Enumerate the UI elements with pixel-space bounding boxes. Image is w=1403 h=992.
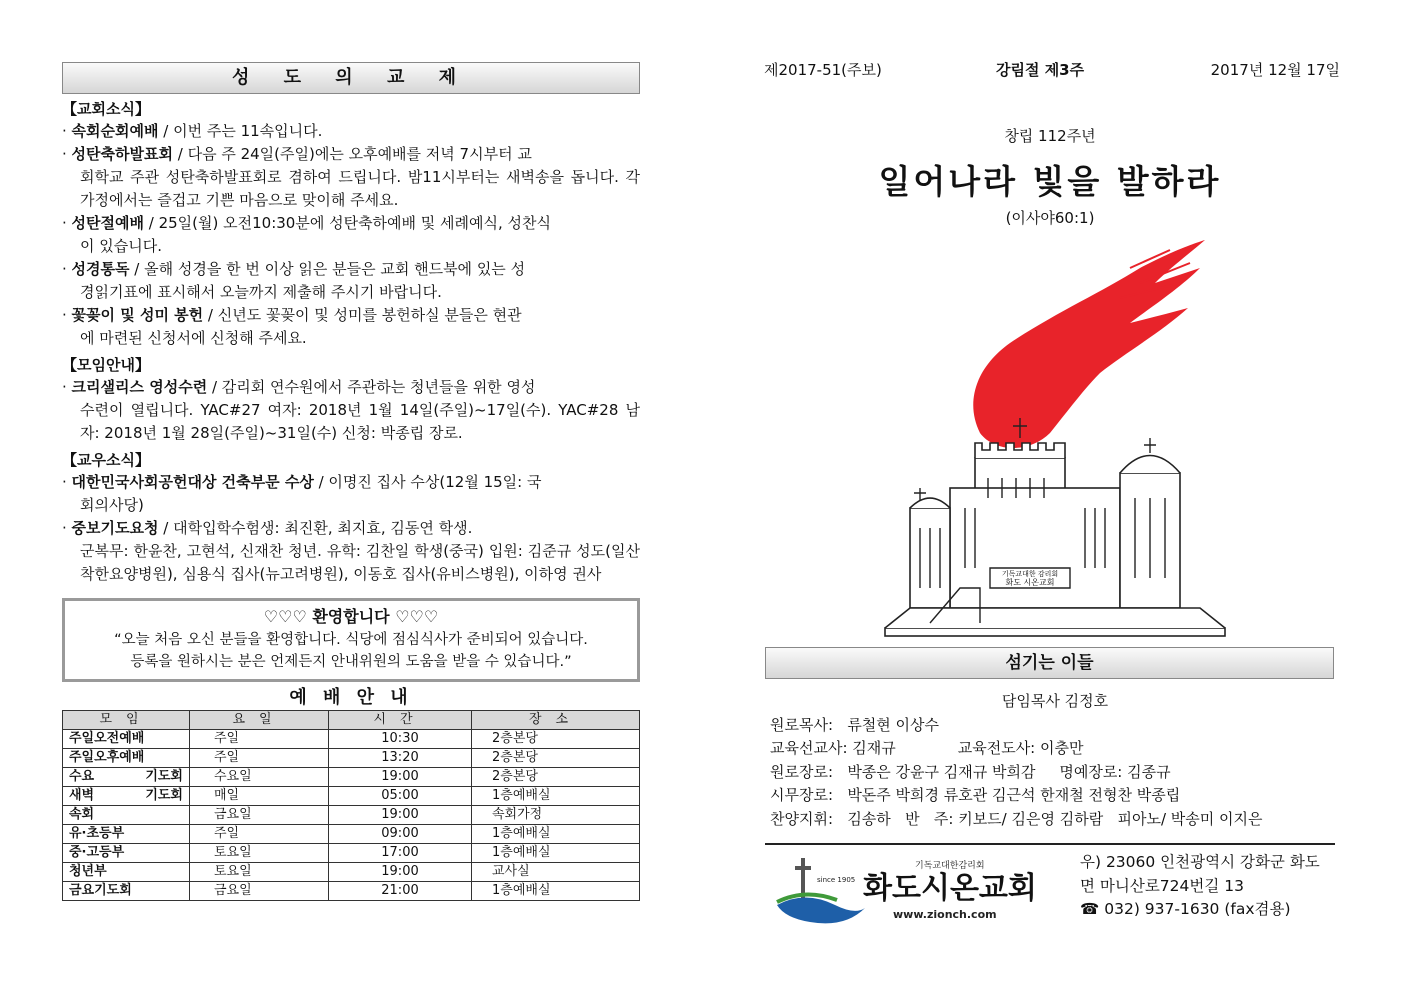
table-cell: 토요일 xyxy=(190,844,329,863)
news-item-text: / 이명진 집사 수상(12월 15일: 국 xyxy=(313,473,542,491)
logo-wave-icon xyxy=(777,898,865,924)
table-row xyxy=(63,730,640,749)
staff-list xyxy=(770,690,1340,831)
news-item xyxy=(62,376,640,445)
issue-number: 제2017-51(주보) xyxy=(764,61,882,79)
news-item xyxy=(62,471,640,517)
table-cell: 13:20 xyxy=(329,749,472,768)
news-item-title: 중보기도요청 xyxy=(71,519,159,537)
news-item-continuation: 회의사당) xyxy=(80,496,144,514)
news-item-text: / 25일(월) 오전10:30분에 성탄축하예배 및 세례예식, 성찬식 xyxy=(144,214,552,232)
bullet-icon: · xyxy=(62,260,72,278)
phone-line: ☎ 032) 937-1630 (fax겸용) xyxy=(1080,900,1291,918)
table-cell: 청년부 xyxy=(63,863,190,882)
logo-since: since 1905 xyxy=(817,876,856,884)
table-cell: 09:00 xyxy=(329,825,472,844)
meeting-heading: 【모임안내】 xyxy=(62,356,150,374)
news-item-title: 성탄축하발표회 xyxy=(71,145,173,163)
service-table-header: 장소 xyxy=(472,711,640,730)
news-item xyxy=(62,143,640,212)
table-cell: 1층예배실 xyxy=(472,844,640,863)
news-item-continuation: 경읽기표에 표시해서 오늘까지 제출해 주시기 바랍니다. xyxy=(80,283,442,301)
church-news-list xyxy=(62,120,640,350)
table-cell: 주일오후예배 xyxy=(63,749,190,768)
church-illustration xyxy=(870,238,1232,638)
table-cell: 교사실 xyxy=(472,863,640,882)
service-guide-title: 예 배 안 내 xyxy=(289,687,413,708)
staff-row: 시무장로: 박돈주 박희경 류호관 김근석 한재철 전형찬 박종립 xyxy=(770,786,1181,804)
church-address xyxy=(1080,851,1320,922)
senior-pastor: 담임목사 김정호 xyxy=(1001,692,1109,710)
address-line-1: 우) 23060 인천광역시 강화군 화도 xyxy=(1080,853,1320,871)
news-item-title: 속회순회예배 xyxy=(71,122,159,140)
news-item xyxy=(62,212,640,258)
logo-url: www.zionch.com xyxy=(893,908,997,921)
table-cell: 수요일 xyxy=(190,768,329,787)
news-item-continuation: 수련이 열립니다. YAC#27 여자: 2018년 1월 14일(주일)~17일(수). YAC#28 남자: 2018년 1월 28일(주일)~31일(수) 신청: 박종립 장로. xyxy=(80,401,640,442)
bullet-icon: · xyxy=(62,306,72,324)
welcome-line-2: 등록을 원하시는 분은 언제든지 안내위원의 도움을 받을 수 있습니다.” xyxy=(130,654,572,670)
staff-row: 원로목사: 류철현 이상수 xyxy=(770,715,940,734)
news-item-continuation: 군복무: 한윤찬, 고현석, 신재찬 청년. 유학: 김찬일 학생(중국) 입원: 김준규 성도(일산착한요양병원), 심용식 집사(뉴고려병원), 이동호 집사(유비스병원), 이하영 권사 xyxy=(80,542,640,583)
service-table-header: 시간 xyxy=(329,711,472,730)
table-cell: 19:00 xyxy=(329,863,472,882)
fellowship-section-title: 성 도 의 교 제 xyxy=(62,62,640,94)
news-item-title: 성경통독 xyxy=(71,260,130,278)
table-cell: 2층본당 xyxy=(472,768,640,787)
table-cell: 05:00 xyxy=(329,787,472,806)
news-item xyxy=(62,304,640,350)
table-cell: 새벽 기도회 xyxy=(63,787,190,806)
table-row xyxy=(63,882,640,901)
news-item-continuation: 회학교 주관 성탄축하발표회로 겸하여 드립니다. 밤11시부터는 새벽송을 돕니다. 각 가정에서는 즐겁고 기쁜 마음으로 맞이해 주세요. xyxy=(80,168,640,209)
table-row xyxy=(63,768,640,787)
left-page xyxy=(62,62,640,901)
table-cell: 중·고등부 xyxy=(63,844,190,863)
service-table xyxy=(62,710,640,901)
news-item-continuation: 에 마련된 신청서에 신청해 주세요. xyxy=(80,329,307,347)
staff-row: 찬양지휘: 김송하 반 주: 키보드/ 김은영 김하람 피아노/ 박송미 이지은 xyxy=(770,809,1263,828)
scripture-reference: (이사야60:1) xyxy=(1005,209,1095,227)
news-item-title: 대한민국사회공헌대상 건축부문 수상 xyxy=(71,473,314,491)
news-item xyxy=(62,258,640,304)
bulletin-date: 2017년 12월 17일 xyxy=(1210,61,1340,79)
table-cell: 금요일 xyxy=(190,882,329,901)
anniversary-label: 창립 112주년 xyxy=(1004,127,1096,145)
news-item xyxy=(62,517,640,586)
liturgical-season: 강림절 제3주 xyxy=(996,61,1085,79)
staff-row: 교육선교사: 김재규 교육전도사: 이충만 xyxy=(770,739,1084,757)
bullet-icon: · xyxy=(62,122,72,140)
member-news-list xyxy=(62,471,640,586)
staff-row: 원로장로: 박종은 강윤구 김재규 박희감 명예장로: 김종규 xyxy=(770,762,1171,781)
news-item-title: 꽃꽂이 및 성미 봉헌 xyxy=(71,306,204,324)
church-sign-line2: 화도 시온교회 xyxy=(1005,578,1055,587)
news-item-text: / 대학입학수험생: 최진환, 최지효, 김동연 학생. xyxy=(158,519,473,537)
news-item-text: / 감리회 연수원에서 주관하는 청년들을 위한 영성 xyxy=(207,378,536,396)
meeting-list xyxy=(62,376,640,445)
table-cell: 유·초등부 xyxy=(63,825,190,844)
table-cell: 금요기도회 xyxy=(63,882,190,901)
table-cell: 1층예배실 xyxy=(472,825,640,844)
news-item-text: / 이번 주는 11속입니다. xyxy=(158,122,323,140)
table-cell: 수요 기도회 xyxy=(63,768,190,787)
right-page xyxy=(760,55,1340,228)
bullet-icon: · xyxy=(62,473,72,491)
table-row xyxy=(63,806,640,825)
news-item-title: 성탄절예배 xyxy=(71,214,144,232)
servants-section-title: 섬기는 이들 xyxy=(765,647,1334,679)
table-cell: 속회가정 xyxy=(472,806,640,825)
table-cell: 2층본당 xyxy=(472,749,640,768)
table-cell: 10:30 xyxy=(329,730,472,749)
table-cell: 1층예배실 xyxy=(472,882,640,901)
table-cell: 1층예배실 xyxy=(472,787,640,806)
table-row xyxy=(63,844,640,863)
table-row xyxy=(63,749,640,768)
bullet-icon: · xyxy=(62,378,72,396)
welcome-title: ♡♡♡ 환영합니다 ♡♡♡ xyxy=(263,607,439,626)
table-cell: 21:00 xyxy=(329,882,472,901)
table-cell: 2층본당 xyxy=(472,730,640,749)
table-cell: 19:00 xyxy=(329,806,472,825)
service-table-header: 요일 xyxy=(190,711,329,730)
welcome-line-1: “오늘 처음 오신 분들을 환영합니다. 식당에 점심식사가 준비되어 있습니다. xyxy=(114,632,588,648)
sermon-title: 일어나라 빛을 발하라 xyxy=(878,162,1222,201)
table-cell: 주일오전예배 xyxy=(63,730,190,749)
table-cell: 19:00 xyxy=(329,768,472,787)
table-cell: 매일 xyxy=(190,787,329,806)
bullet-icon: · xyxy=(62,519,72,537)
news-item xyxy=(62,120,640,143)
welcome-box xyxy=(62,598,640,682)
church-sign-line1: 기독교대한 감리회 xyxy=(1001,570,1059,578)
bullet-icon: · xyxy=(62,145,72,163)
table-cell: 주일 xyxy=(190,730,329,749)
table-row xyxy=(63,863,640,882)
table-cell: 17:00 xyxy=(329,844,472,863)
logo-church-name: 화도시온교회 xyxy=(863,871,1037,906)
table-row xyxy=(63,787,640,806)
table-cell: 토요일 xyxy=(190,863,329,882)
news-item-text: / 다음 주 24일(주일)에는 오후예배를 저녁 7시부터 교 xyxy=(172,145,532,163)
news-item-continuation: 이 있습니다. xyxy=(80,237,162,255)
news-item-text: / 올해 성경을 한 번 이상 읽은 분들은 교회 핸드북에 있는 성 xyxy=(129,260,526,278)
news-item-title: 크리샐리스 영성수련 xyxy=(71,378,208,396)
bullet-icon: · xyxy=(62,214,72,232)
table-row xyxy=(63,825,640,844)
church-news-heading: 【교회소식】 xyxy=(62,100,150,118)
footer-divider xyxy=(765,843,1335,845)
church-logo xyxy=(775,850,1075,930)
table-cell: 금요일 xyxy=(190,806,329,825)
address-line-2: 면 마니산로724번길 13 xyxy=(1080,876,1244,895)
service-table-header: 모임 xyxy=(63,711,190,730)
table-cell: 주일 xyxy=(190,749,329,768)
logo-denomination: 기독교대한감리회 xyxy=(915,861,985,871)
bulletin-header xyxy=(760,55,1340,83)
news-item-text: / 신년도 꽃꽂이 및 성미를 봉헌하실 분들은 현관 xyxy=(203,306,522,324)
table-cell: 주일 xyxy=(190,825,329,844)
member-news-heading: 【교우소식】 xyxy=(62,451,150,469)
table-cell: 속회 xyxy=(63,806,190,825)
